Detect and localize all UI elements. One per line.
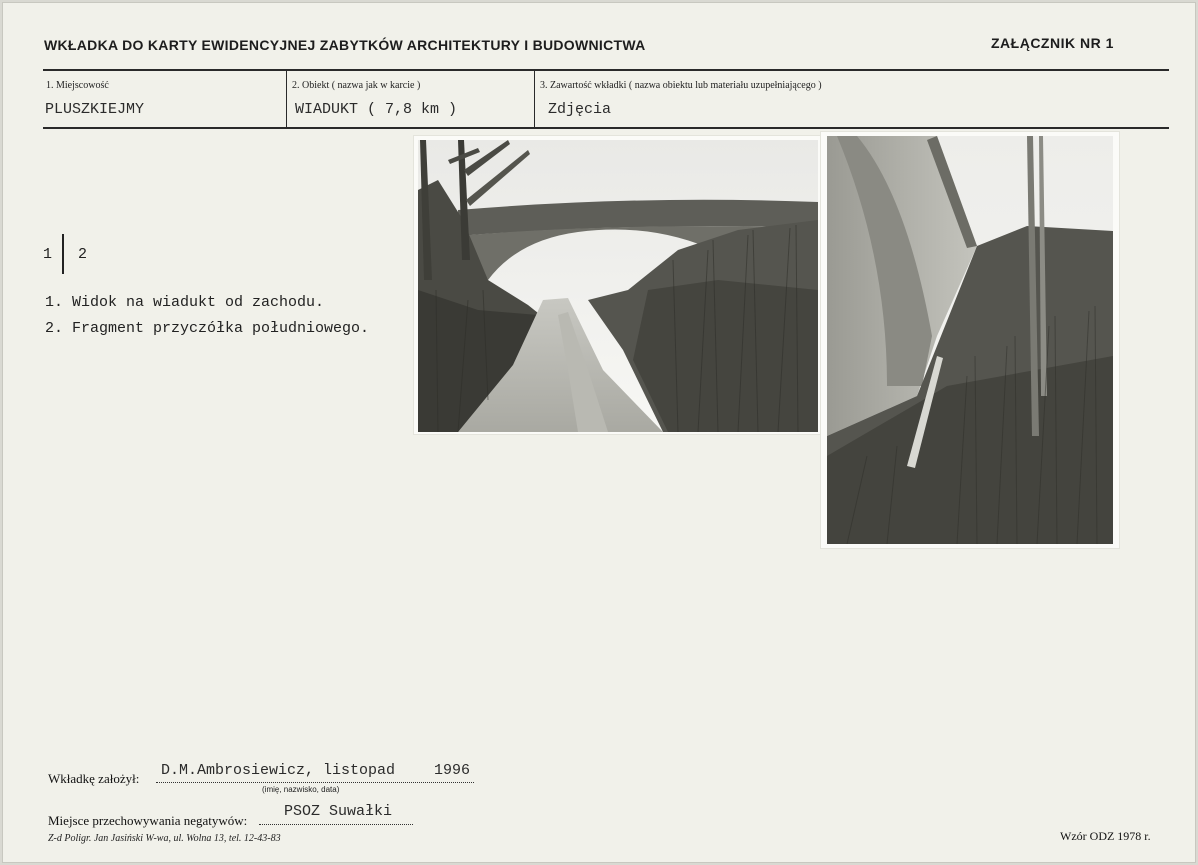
negatives-storage-label: Miejsce przechowywania negatywów:: [48, 813, 248, 828]
object-label: 2. Obiekt ( nazwa jak w karcie ): [292, 80, 421, 91]
photo-index-right: 2: [78, 245, 88, 263]
photo-index: [43, 234, 87, 274]
founded-by-value: D.M.Ambrosiewicz, listopad: [161, 762, 396, 779]
founded-by-dotted-line: [156, 782, 474, 783]
form-pattern-number: Wzór ODZ 1978 r.: [1060, 829, 1151, 843]
contents-label: 3. Zawartość wkładki ( nazwa obiektu lub materiału uzupełniającego ): [540, 80, 822, 91]
contents-value: Zdjęcia: [548, 101, 612, 118]
inventory-insert-card: [2, 2, 1196, 863]
printer-imprint: Z-d Poligr. Jan Jasiński W-wa, ul. Wolna 13, tel. 12-43-83: [48, 833, 281, 844]
bottom-rule: [43, 127, 1169, 129]
photo-southern-abutment: [820, 131, 1120, 549]
negatives-storage-value: PSOZ Suwałki: [284, 803, 393, 820]
card-title: WKŁADKA DO KARTY EWIDENCYJNEJ ZABYTKÓW ARCHITEKTURY I BUDOWNICTWA: [44, 37, 646, 53]
photo-index-left: 1: [43, 245, 53, 263]
photo-caption-1: 1. Widok na wiadukt od zachodu.: [45, 294, 325, 311]
locality-value: PLUSZKIEJMY: [45, 101, 145, 118]
founded-year: 1996: [434, 762, 471, 779]
viaduct-photo-image: [418, 140, 818, 432]
object-value: WIADUKT ( 7,8 km ): [295, 101, 458, 118]
abutment-photo-image: [827, 136, 1113, 544]
field-divider: [286, 71, 287, 127]
founded-by-label: Wkładkę założył:: [48, 771, 140, 786]
annex-number: ZAŁĄCZNIK NR 1: [991, 35, 1114, 51]
founded-by-hint: (imię, nazwisko, data): [262, 785, 340, 794]
top-rule: [43, 69, 1169, 71]
locality-label: 1. Miejscowość: [46, 80, 109, 91]
negatives-storage-dotted-line: [259, 824, 413, 825]
field-divider: [534, 71, 535, 127]
photo-viaduct-west-view: [413, 135, 821, 435]
photo-caption-2: 2. Fragment przyczółka południowego.: [45, 320, 370, 337]
photo-index-divider: [62, 234, 64, 274]
